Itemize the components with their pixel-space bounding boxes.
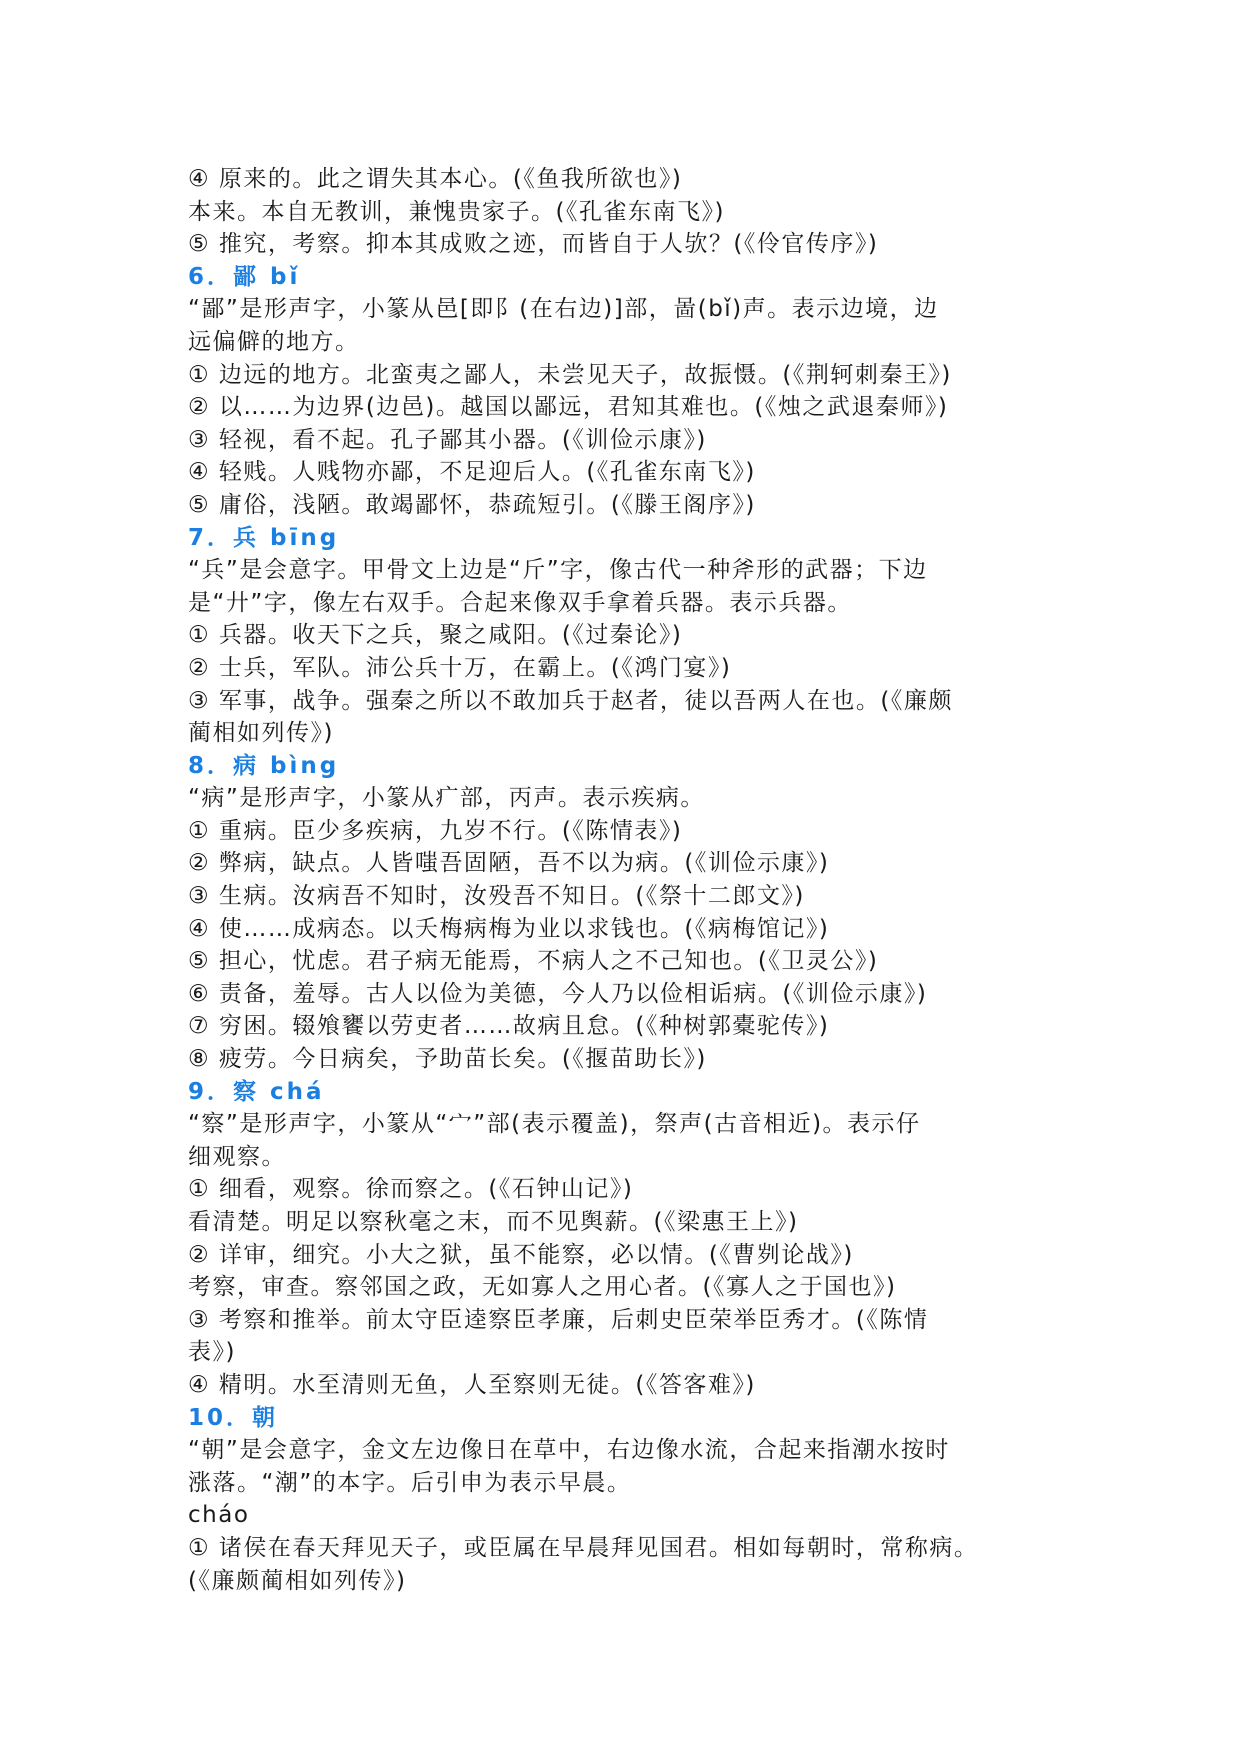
text-line: ① 细看，观察。徐而察之。(《石钟山记》) bbox=[188, 1176, 634, 1203]
text-line: ⑤ 担心，忧虑。君子病无能焉，不病人之不己知也。(《卫灵公》) bbox=[188, 948, 879, 975]
text-line: ② 以……为边界(边邑)。越国以鄙远，君知其难也。(《烛之武退秦师》) bbox=[188, 394, 949, 421]
text-line: “兵”是会意字。甲骨文上边是“斤”字，像古代一种斧形的武器；下边 bbox=[188, 557, 928, 584]
text-line: ② 详审，细究。小大之狱，虽不能察，必以情。(《曹刿论战》) bbox=[188, 1241, 854, 1268]
text-line: 远偏僻的地方。 bbox=[188, 328, 360, 355]
text-line: 是“廾”字，像左右双手。合起来像双手拿着兵器。表示兵器。 bbox=[188, 589, 852, 616]
text-line: “鄙”是形声字，小篆从邑[即阝(在右边)]部，啚(bǐ)声。表示边境，边 bbox=[188, 296, 939, 323]
text-line: ④ 轻贱。人贱物亦鄙，不足迎后人。(《孔雀东南飞》) bbox=[188, 459, 756, 486]
text-line: ③ 轻视，看不起。孔子鄙其小器。(《训俭示康》) bbox=[188, 426, 707, 453]
text-line: ⑤ 庸俗，浅陋。敢竭鄙怀，恭疏短引。(《滕王阁序》) bbox=[188, 491, 756, 518]
text-line: 涨落。“潮”的本字。后引申为表示早晨。 bbox=[188, 1469, 632, 1496]
text-line: “病”是形声字，小篆从疒部，丙声。表示疾病。 bbox=[188, 785, 705, 812]
pinyin-reading: cháo bbox=[188, 1502, 250, 1529]
entry-heading: 7．兵 bīng bbox=[188, 524, 340, 551]
text-line: ② 士兵，军队。沛公兵十万，在霸上。(《鸿门宴》) bbox=[188, 654, 732, 681]
text-line: ⑥ 责备，羞辱。古人以俭为美德，今人乃以俭相诟病。(《训俭示康》) bbox=[188, 980, 928, 1007]
text-line: ⑧ 疲劳。今日病矣，予助苗长矣。(《揠苗助长》) bbox=[188, 1046, 707, 1073]
text-line: ④ 精明。水至清则无鱼，人至察则无徒。(《答客难》) bbox=[188, 1371, 756, 1398]
text-line: ① 兵器。收天下之兵，聚之咸阳。(《过秦论》) bbox=[188, 622, 683, 649]
text-line: “察”是形声字，小篆从“宀”部(表示覆盖)，祭声(古音相近)。表示仔 bbox=[188, 1111, 921, 1138]
entry-heading: 9．察 chá bbox=[188, 1078, 325, 1105]
entry-heading: 6．鄙 bǐ bbox=[188, 263, 301, 290]
text-line: “朝”是会意字，金文左边像日在草中，右边像水流，合起来指潮水按时 bbox=[188, 1437, 950, 1464]
text-line: (《廉颇蔺相如列传》) bbox=[188, 1567, 407, 1594]
text-line: 表》) bbox=[188, 1339, 236, 1366]
text-line: 细观察。 bbox=[188, 1143, 286, 1170]
text-line: ③ 生病。汝病吾不知时，汝殁吾不知日。(《祭十二郎文》) bbox=[188, 883, 805, 910]
text-line: 本来。本自无教训，兼愧贵家子。(《孔雀东南飞》) bbox=[188, 198, 725, 225]
document-page bbox=[188, 163, 1068, 1597]
text-line: ② 弊病，缺点。人皆嗤吾固陋，吾不以为病。(《训俭示康》) bbox=[188, 850, 830, 877]
text-line: ④ 使……成病态。以夭梅病梅为业以求钱也。(《病梅馆记》) bbox=[188, 915, 830, 942]
text-line: ⑤ 推究，考察。抑本其成败之迹，而皆自于人欤？(《伶官传序》) bbox=[188, 231, 879, 258]
text-line: 蔺相如列传》) bbox=[188, 720, 334, 747]
text-line: ⑦ 穷困。辍飧饔以劳吏者……故病且怠。(《种树郭橐驼传》) bbox=[188, 1013, 830, 1040]
entry-heading: 10．朝 bbox=[188, 1404, 279, 1431]
text-line: 看清楚。明足以察秋毫之末，而不见舆薪。(《梁惠王上》) bbox=[188, 1209, 799, 1235]
entry-heading: 8．病 bìng bbox=[188, 752, 340, 779]
text-line: ① 重病。臣少多疾病，九岁不行。(《陈情表》) bbox=[188, 817, 683, 844]
text-line: 考察，审查。察邻国之政，无如寡人之用心者。(《寡人之于国也》) bbox=[188, 1274, 897, 1301]
text-line: ③ 军事，战争。强秦之所以不敢加兵于赵者，徒以吾两人在也。(《廉颇 bbox=[188, 687, 953, 714]
text-line: ① 诸侯在春天拜见天子，或臣属在早晨拜见国君。相如每朝时，常称病。 bbox=[188, 1534, 979, 1561]
text-line: ① 边远的地方。北蛮夷之鄙人，未尝见天子，故振慑。(《荆轲刺秦王》) bbox=[188, 361, 952, 388]
text-line: ④ 原来的。此之谓失其本心。(《鱼我所欲也》) bbox=[188, 166, 683, 192]
text-line: ③ 考察和推举。前太守臣逵察臣孝廉，后刺史臣荣举臣秀才。(《陈情 bbox=[188, 1306, 929, 1333]
